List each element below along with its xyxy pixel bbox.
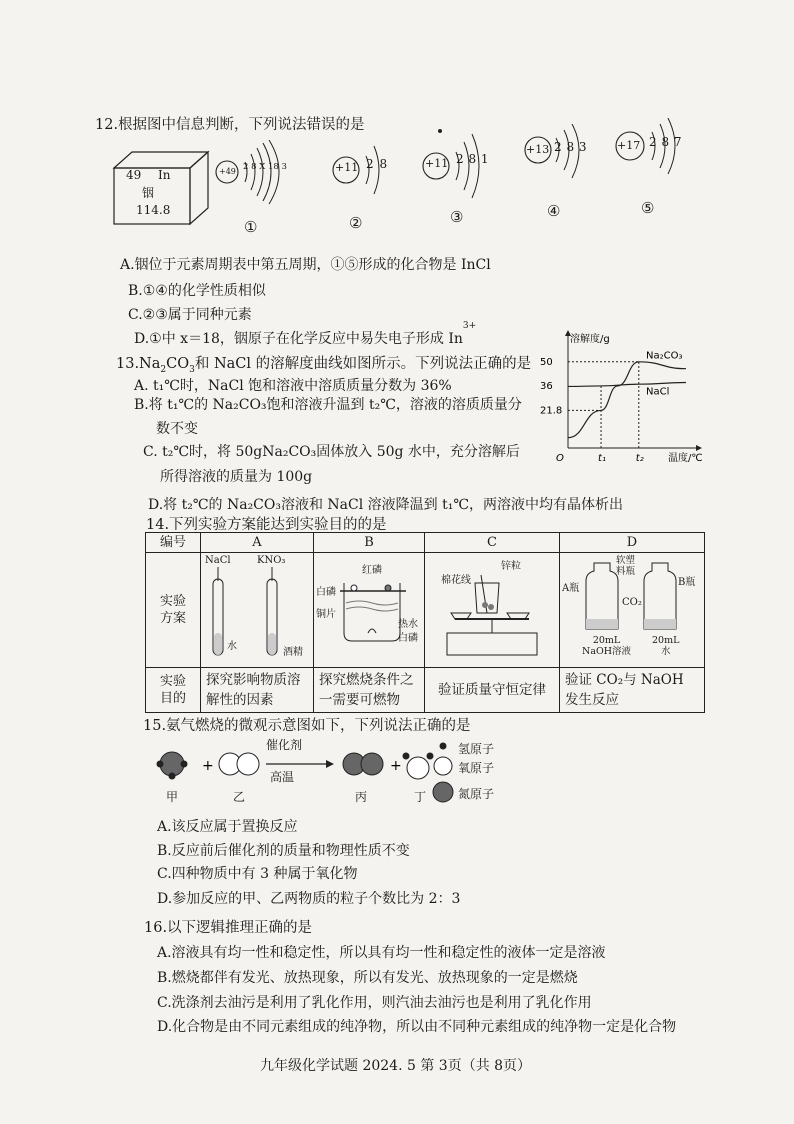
b-copper: 铜片 bbox=[316, 609, 336, 620]
atom-2-shells: 2 8 bbox=[366, 157, 388, 171]
purpose-a: 探究影响物质溶解性的因素 bbox=[201, 668, 314, 713]
q12-option-d-sup: 3+ bbox=[462, 321, 477, 332]
q16-option-c: C.洗涤剂去油污是利用了乳化作用，则汽油去油污也是利用了乳化作用 bbox=[157, 995, 592, 1011]
atom-1-nucleus: +49 bbox=[219, 167, 236, 176]
row-label-purpose bbox=[146, 668, 201, 713]
origin-label: O bbox=[556, 453, 564, 464]
q13-option-d: D.将 t₂℃的 Na₂CO₃溶液和 NaCl 溶液降温到 t₁℃，两溶液中均有晶体析出 bbox=[148, 497, 624, 513]
b-red-phosphorus: 红磷 bbox=[362, 565, 382, 576]
series-label-nacl: NaCl bbox=[646, 386, 670, 398]
q14-stem: 14.下列实验方案能达到实验目的的是 bbox=[146, 517, 387, 533]
q12-option-d: D.①中 x＝18，铟原子在化学反应中易失电子形成 In bbox=[134, 331, 463, 347]
c-zinc: 锌粒 bbox=[501, 561, 521, 572]
molecule-yi bbox=[219, 753, 259, 775]
q12-option-d-wrap bbox=[134, 311, 477, 347]
label-bing: 丙 bbox=[355, 790, 368, 804]
d-bottle-a: A瓶 bbox=[562, 583, 580, 594]
atom-3-shells: 2 8 1 bbox=[456, 152, 489, 166]
d-left-liquid: 20mL NaOH溶液 bbox=[582, 635, 632, 657]
balance-figure bbox=[425, 553, 559, 663]
series-line-0 bbox=[568, 362, 686, 438]
atom-3-nucleus: +11 bbox=[425, 157, 449, 170]
label-ding: 丁 bbox=[414, 790, 427, 804]
atom-4-nucleus: +13 bbox=[526, 143, 550, 156]
tube-a-left-bottom: 水 bbox=[227, 641, 237, 652]
element-mass: 114.8 bbox=[136, 203, 171, 217]
q15-option-d: D.参加反应的甲、乙两物质的粒子个数比为 2：3 bbox=[157, 891, 461, 907]
q16-option-a: A.溶液具有均一性和稳定性，所以具有均一性和稳定性的液体一定是溶液 bbox=[157, 945, 606, 961]
atom-2-nucleus: +11 bbox=[335, 161, 359, 174]
header-cell-c: C bbox=[425, 533, 560, 553]
atom-4-label: ④ bbox=[547, 202, 561, 220]
header-cell-d: D bbox=[560, 533, 705, 553]
q13-option-c-line2: 所得溶液的质量为 100g bbox=[160, 469, 313, 485]
atom-2-label: ② bbox=[349, 214, 363, 232]
y-tick-label: 36 bbox=[540, 380, 553, 392]
header-cell-a: A bbox=[201, 533, 314, 553]
q15-option-c: C.四种物质中有 3 种属于氧化物 bbox=[157, 866, 358, 882]
condition-catalyst: 催化剂 bbox=[266, 738, 303, 752]
q16-option-d: D.化合物是由不同元素组成的纯净物，所以由不同种元素组成的纯净物一定是化合物 bbox=[157, 1019, 677, 1035]
row-label-purpose-text: 实验 目的 bbox=[159, 674, 186, 706]
molecule-bing bbox=[343, 753, 383, 775]
q12-stem: 12.根据图中信息判断，下列说法错误的是 bbox=[95, 117, 365, 133]
molecule-jia bbox=[157, 752, 188, 780]
q12-option-a: A.铟位于元素周期表中第五周期，①⑤形成的化合物是 InCl bbox=[120, 257, 491, 273]
header-cell-b: B bbox=[314, 533, 425, 553]
experiment-table bbox=[145, 532, 705, 713]
svg-text:+: + bbox=[390, 758, 402, 774]
atom-4-diagram bbox=[522, 124, 592, 203]
q16-stem: 16.以下逻辑推理正确的是 bbox=[144, 920, 313, 936]
c-cotton: 棉花线 bbox=[441, 575, 471, 586]
row-label-scheme-text: 实验 方案 bbox=[159, 594, 186, 626]
page-footer: 九年级化学试题 2024. 5 第 3页（共 8页） bbox=[260, 1058, 532, 1074]
q13-stem-part3: 和 NaCl 的溶解度曲线如图所示。下列说法正确的是 bbox=[194, 356, 532, 372]
y-tick-label: 21.8 bbox=[540, 405, 563, 417]
atom-5-label: ⑤ bbox=[641, 199, 655, 217]
tube-a-left-top: NaCl bbox=[205, 555, 231, 566]
element-symbol: In bbox=[158, 168, 171, 182]
tube-a-right-top: KNO₃ bbox=[257, 555, 286, 566]
atom-5-shells: 2 8 7 bbox=[649, 135, 682, 149]
purpose-c: 验证质量守恒定律 bbox=[425, 668, 560, 713]
q13-option-b-line1: B.将 t₁℃的 Na₂CO₃饱和溶液升温到 t₂℃，溶液的溶质质量分 bbox=[134, 397, 522, 413]
q15-stem: 15.氨气燃烧的微观示意图如下，下列说法正确的是 bbox=[143, 718, 471, 734]
b-hot-water: 热水 bbox=[398, 619, 418, 630]
q12-option-b: B.①④的化学性质相似 bbox=[128, 283, 266, 299]
atom-5-diagram bbox=[612, 118, 692, 197]
purpose-b: 探究燃烧条件之一需要可燃物 bbox=[314, 668, 425, 713]
header-cell-number: 编号 bbox=[146, 533, 201, 553]
q16-option-b: B.燃烧都伴有发光、放热现象，所以有发光、放热现象的一定是燃烧 bbox=[157, 970, 578, 986]
x-axis-label: 温度/℃ bbox=[668, 453, 703, 464]
d-soft-bottle: 软塑 料瓶 bbox=[616, 555, 636, 577]
solubility-chart bbox=[528, 330, 708, 470]
atom-5-nucleus: +17 bbox=[617, 139, 641, 152]
element-name: 铟 bbox=[142, 186, 155, 200]
d-right-liquid: 20mL 水 bbox=[652, 635, 680, 657]
label-jia: 甲 bbox=[166, 790, 179, 804]
scheme-a-cell bbox=[201, 553, 314, 668]
atom-1-label: ① bbox=[244, 218, 258, 236]
label-yi: 乙 bbox=[233, 790, 246, 804]
d-bottle-b: B瓶 bbox=[678, 577, 696, 588]
q13-option-c-line1: C. t₂℃时，将 50gNa₂CO₃固体放入 50g 水中，充分溶解后 bbox=[143, 444, 520, 460]
x-tick-label: t₂ bbox=[635, 453, 644, 464]
element-number: 49 bbox=[126, 168, 142, 182]
scheme-c-cell bbox=[425, 553, 560, 668]
atom-1-shells: 2 8 X 18 3 bbox=[243, 162, 287, 172]
legend-hydrogen: 氢原子 bbox=[458, 742, 495, 756]
q13-stem-sub1: 2 bbox=[160, 364, 167, 375]
table-purpose-row bbox=[146, 668, 705, 713]
atom-1-diagram bbox=[215, 140, 305, 214]
legend-nitrogen: 氮原子 bbox=[458, 787, 495, 801]
condition-heat: 高温 bbox=[270, 770, 295, 784]
atom-4-shells: 2 8 3 bbox=[554, 140, 587, 154]
svg-text:+: + bbox=[202, 758, 214, 774]
y-tick-label: 50 bbox=[540, 356, 553, 368]
x-axis-arrow bbox=[696, 445, 702, 451]
q15-option-a: A.该反应属于置换反应 bbox=[157, 819, 298, 835]
q13-stem bbox=[116, 352, 531, 375]
atom-3-label: ③ bbox=[450, 208, 464, 226]
row-label-scheme bbox=[146, 553, 201, 668]
legend-oxygen: 氧原子 bbox=[458, 761, 495, 775]
table-header-row bbox=[146, 533, 705, 553]
q13-option-a: A. t₁℃时，NaCl 饱和溶液中溶质质量分数为 36% bbox=[134, 378, 452, 394]
b-white-phosphorus-top: 白磷 bbox=[316, 587, 336, 598]
q13-stem-part2: CO bbox=[166, 356, 190, 372]
tube-a-right-bottom: 酒精 bbox=[283, 647, 303, 658]
atom-legend-icons bbox=[428, 738, 458, 808]
b-white-phosphorus-bottom: 白磷 bbox=[398, 633, 418, 644]
scheme-d-cell bbox=[560, 553, 705, 668]
series-label-na2co3: Na₂CO₃ bbox=[646, 350, 683, 362]
scheme-b-cell bbox=[314, 553, 425, 668]
x-tick-label: t₁ bbox=[598, 453, 606, 464]
q13-option-b-line2: 数不变 bbox=[156, 421, 198, 437]
d-co2: CO₂ bbox=[622, 597, 642, 608]
y-axis-label: 溶解度/g bbox=[570, 334, 610, 345]
q15-option-b: B.反应前后催化剂的质量和物理性质不变 bbox=[157, 843, 410, 859]
q13-stem-part1: 13.Na bbox=[116, 356, 161, 372]
q12-option-c: C.②③属于同种元素 bbox=[128, 307, 252, 323]
q13-stem-sub2: 3 bbox=[189, 364, 195, 375]
table-scheme-row bbox=[146, 553, 705, 668]
purpose-d: 验证 CO₂与 NaOH 发生反应 bbox=[560, 668, 705, 713]
